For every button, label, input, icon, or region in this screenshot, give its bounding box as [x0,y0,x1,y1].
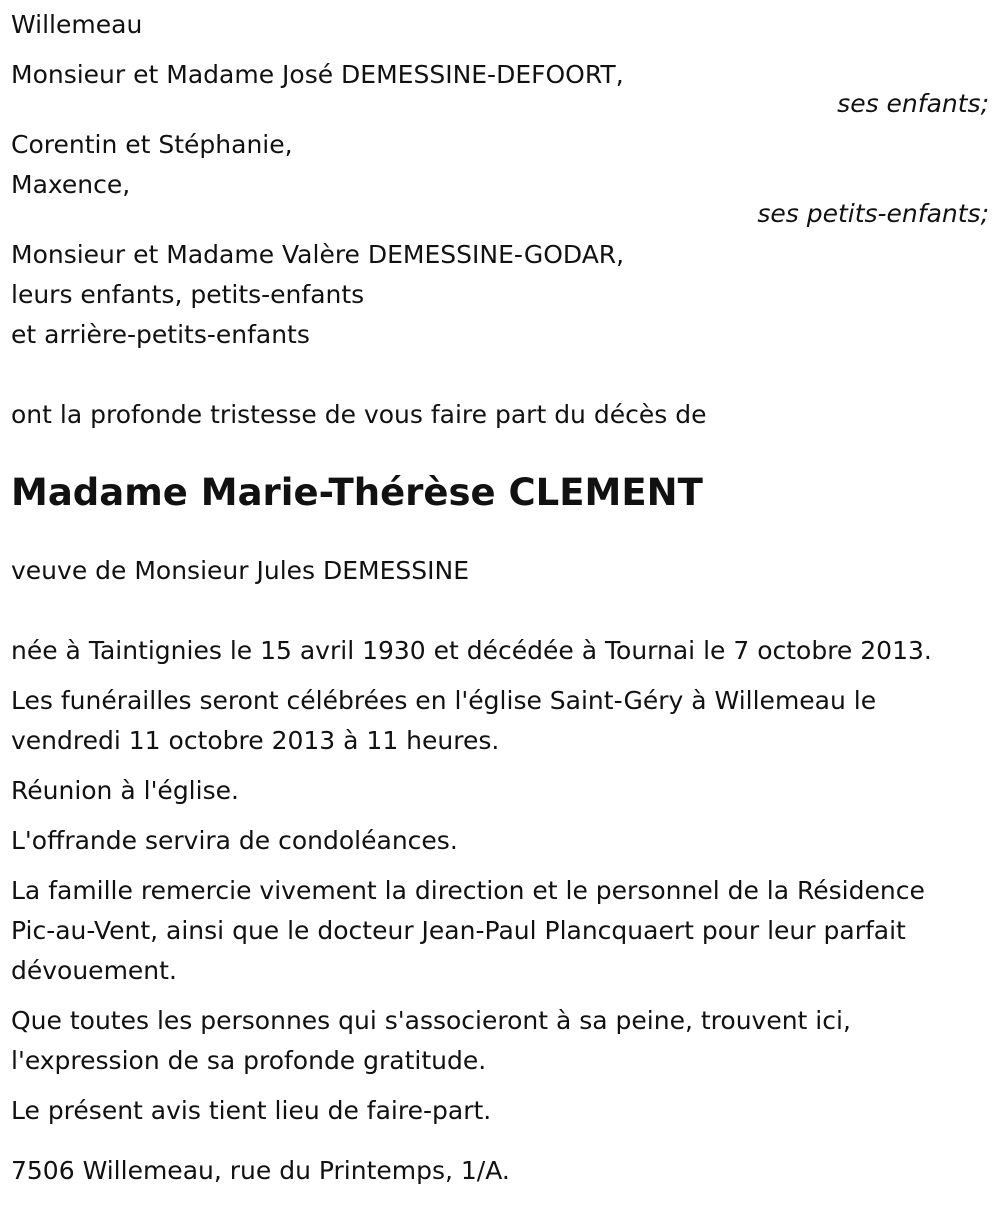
grandchild-name: Corentin et Stéphanie, [11,130,293,159]
gratitude-paragraph [11,1001,991,1081]
birth-death: née à Taintignies le 15 avril 1930 et décédée à Tournai le 7 octobre 2013. [11,636,932,665]
funeral-paragraph [11,681,991,761]
gratitude-line: l'expression de sa profonde gratitude. [11,1046,487,1075]
funeral-line: vendredi 11 octobre 2013 à 11 heures. [11,726,500,755]
gratitude-line: Que toutes les personnes qui s'associeront à sa peine, trouvent ici, [11,1006,851,1035]
announcement: ont la profonde tristesse de vous faire part du décès de [11,400,707,429]
thanks-paragraph [11,871,991,991]
others-line: et arrière-petits-enfants [11,320,310,349]
spacer [11,591,991,631]
faire-part: Le présent avis tient lieu de faire-part. [11,1096,492,1125]
widow-of: veuve de Monsieur Jules DEMESSINE [11,556,470,585]
children-names: Monsieur et Madame José DEMESSINE-DEFOORT, [11,60,624,89]
faire-part-paragraph [11,1091,991,1131]
grandchild-name: Maxence, [11,170,131,199]
birth-death-paragraph [11,631,991,671]
deceased-name: Madame Marie-Thérèse CLEMENT [11,471,703,514]
spacer [11,355,991,395]
thanks-line: dévouement. [11,956,177,985]
others-line: Monsieur et Madame Valère DEMESSINE-GODAR, [11,240,625,269]
death-notice [11,5,991,1191]
funeral-line: Les funérailles seront célébrées en l'église Saint-Géry à Willemeau le [11,686,877,715]
address: 7506 Willemeau, rue du Printemps, 1/A. [11,1156,510,1185]
meeting: Réunion à l'église. [11,776,239,805]
spacer [11,1141,991,1151]
thanks-line: La famille remercie vivement la direction et le personnel de la Résidence [11,876,925,905]
meeting-paragraph [11,771,991,811]
place-header: Willemeau [11,10,143,39]
children-role: ses enfants; [837,89,989,118]
grandchildren-role: ses petits-enfants; [757,199,989,228]
thanks-line: Pic-au-Vent, ainsi que le docteur Jean-Paul Plancquaert pour leur parfait [11,916,906,945]
offering-paragraph [11,821,991,861]
spacer [11,45,991,55]
others-line: leurs enfants, petits-enfants [11,280,365,309]
offering: L'offrande servira de condoléances. [11,826,458,855]
